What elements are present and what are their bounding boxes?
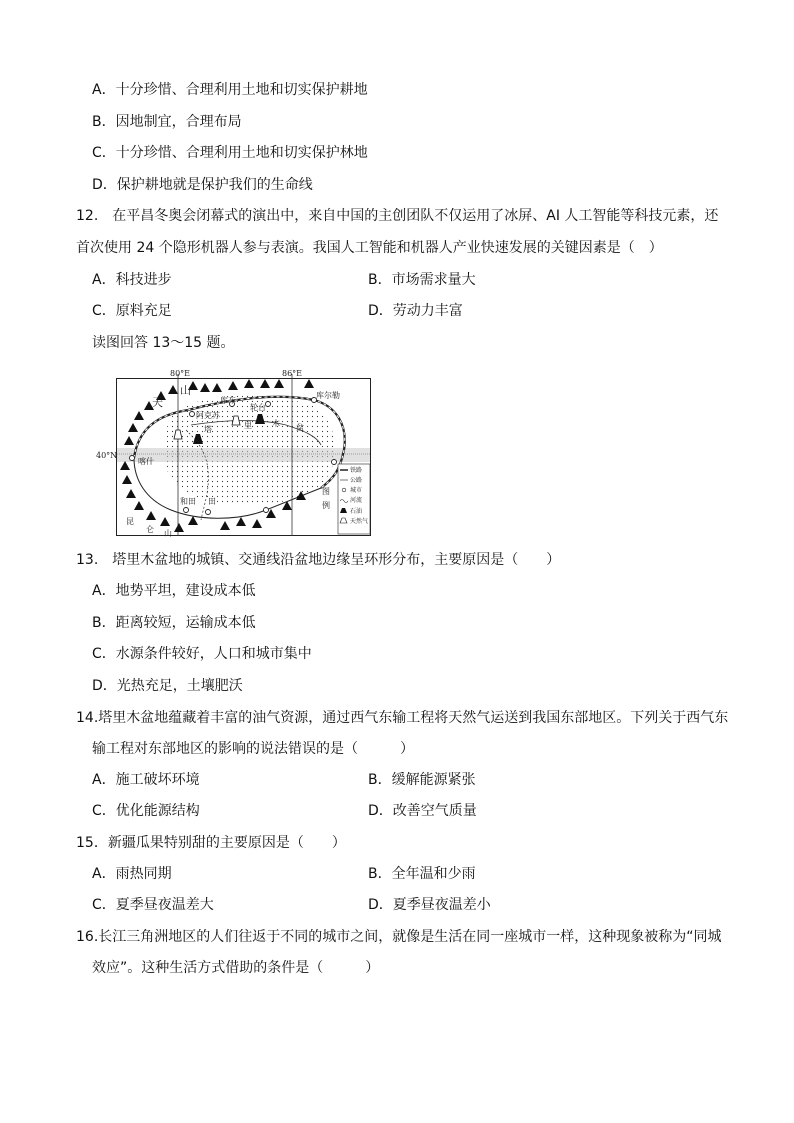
q16-stem-line2: 效应”。这种生活方式借助的条件是（ ） — [92, 960, 380, 976]
legend-city: 城市 — [350, 487, 363, 494]
label-desert-li: 里 — [244, 421, 252, 430]
q13-option-c: C．水源条件较好，人口和城市集中 — [92, 646, 312, 662]
q12-option-d: D．劳动力丰富 — [368, 303, 463, 319]
legend-gas: 天然气 — [350, 518, 369, 525]
q13-option-d: D．光热充足，土壤肥沃 — [92, 678, 243, 694]
label-kuche: 库车 — [220, 396, 236, 405]
q14-option-b: B．缓解能源紧张 — [368, 772, 476, 788]
city-kashi-marker — [130, 456, 135, 461]
q12-stem-line1: 12. 在平昌冬奥会闭幕式的演出中，来自中国的主创团队不仅运用了冰屏、AI 人工智能等科技元素，还 — [76, 208, 719, 224]
q12-option-c: C．原料充足 — [92, 303, 172, 319]
q15-option-d: D．夏季昼夜温差小 — [368, 897, 491, 913]
legend-railway: 铁路 — [350, 467, 363, 474]
map-instruction: 读图回答 13～15 题。 — [92, 335, 235, 351]
city-luntai-marker — [266, 402, 271, 407]
q14-option-c: C．优化能源结构 — [92, 803, 200, 819]
label-86e: 86°E — [282, 369, 303, 378]
q12-option-b: B．市场需求量大 — [368, 272, 476, 288]
label-kashi: 喀什 — [138, 457, 154, 466]
q15-option-c: C．夏季昼夜温差大 — [92, 897, 214, 913]
city-aksu-marker — [190, 412, 195, 417]
q11-option-b: B．因地制宜，合理布局 — [92, 114, 242, 130]
q14-stem-line1: 14.塔里木盆地蕴藏着丰富的油气资源，通过西气东输工程将天然气运送到我国东部地区。下列关于西气东 — [76, 710, 729, 726]
q13-option-a: A．地势平坦，建设成本低 — [92, 583, 256, 599]
label-aksu: 阿克苏 — [196, 411, 220, 420]
label-80e: 80°E — [170, 369, 191, 378]
city-hetian-marker — [184, 508, 189, 513]
label-lun: 仑 — [146, 525, 154, 534]
q14-option-d: D．改善空气质量 — [368, 803, 477, 819]
label-shan: 山 — [180, 384, 191, 397]
legend-road: 公路 — [350, 477, 363, 484]
legend-river: 河流 — [350, 497, 363, 504]
q15-option-b: B．全年温和少雨 — [368, 866, 476, 882]
q15-stem: 15．新疆瓜果特别甜的主要原因是（ ） — [76, 835, 346, 851]
label-40n: 40°N — [96, 451, 118, 460]
label-desert-ta: 塔 — [204, 425, 212, 434]
label-kunlun-shan: 山 — [164, 529, 172, 538]
legend-li: 例 — [322, 501, 330, 510]
q12-stem-line2: 首次使用 24 个隐形机器人参与表演。我国人工智能和机器人产业快速发展的关键因素是（ ） — [76, 240, 663, 256]
q11-option-d: D．保护耕地就是保护我们的生命线 — [92, 177, 313, 193]
q11-option-c: C．十分珍惜、合理利用土地和切实保护林地 — [92, 145, 368, 161]
q14-option-a: A．施工破坏环境 — [92, 772, 200, 788]
label-luntai: 轮台 — [250, 403, 266, 412]
legend-tu: 图 — [322, 487, 330, 496]
q14-stem-line2: 输工程对东部地区的影响的说法错误的是（ ） — [92, 741, 414, 757]
q13-stem: 13. 塔里木盆地的城镇、交通线沿盆地边缘呈环形分布，主要原因是（ ） — [76, 552, 561, 568]
q12-option-a: A．科技进步 — [92, 272, 172, 288]
label-desert-mu: 木 — [272, 419, 280, 428]
q11-option-a: A．十分珍惜、合理利用土地和切实保护耕地 — [92, 82, 368, 98]
q16-stem-line1: 16.长江三角洲地区的人们往返于不同的城市之间，就像是生活在同一座城市一样，这种现象被称为“同城 — [76, 929, 722, 945]
label-hetian: 和田 — [180, 497, 196, 506]
legend-oil: 石油 — [350, 508, 363, 515]
label-tian: 天 — [152, 396, 163, 409]
label-river-tian: 田 — [208, 497, 216, 506]
label-kun: 昆 — [126, 517, 134, 526]
label-desert-pen: 盆 — [296, 423, 304, 432]
q13-option-b: B．距离较短，运输成本低 — [92, 615, 256, 631]
tarim-basin-map — [96, 369, 372, 538]
q15-option-a: A．雨热同期 — [92, 866, 172, 882]
label-korla: 库尔勒 — [316, 391, 340, 400]
